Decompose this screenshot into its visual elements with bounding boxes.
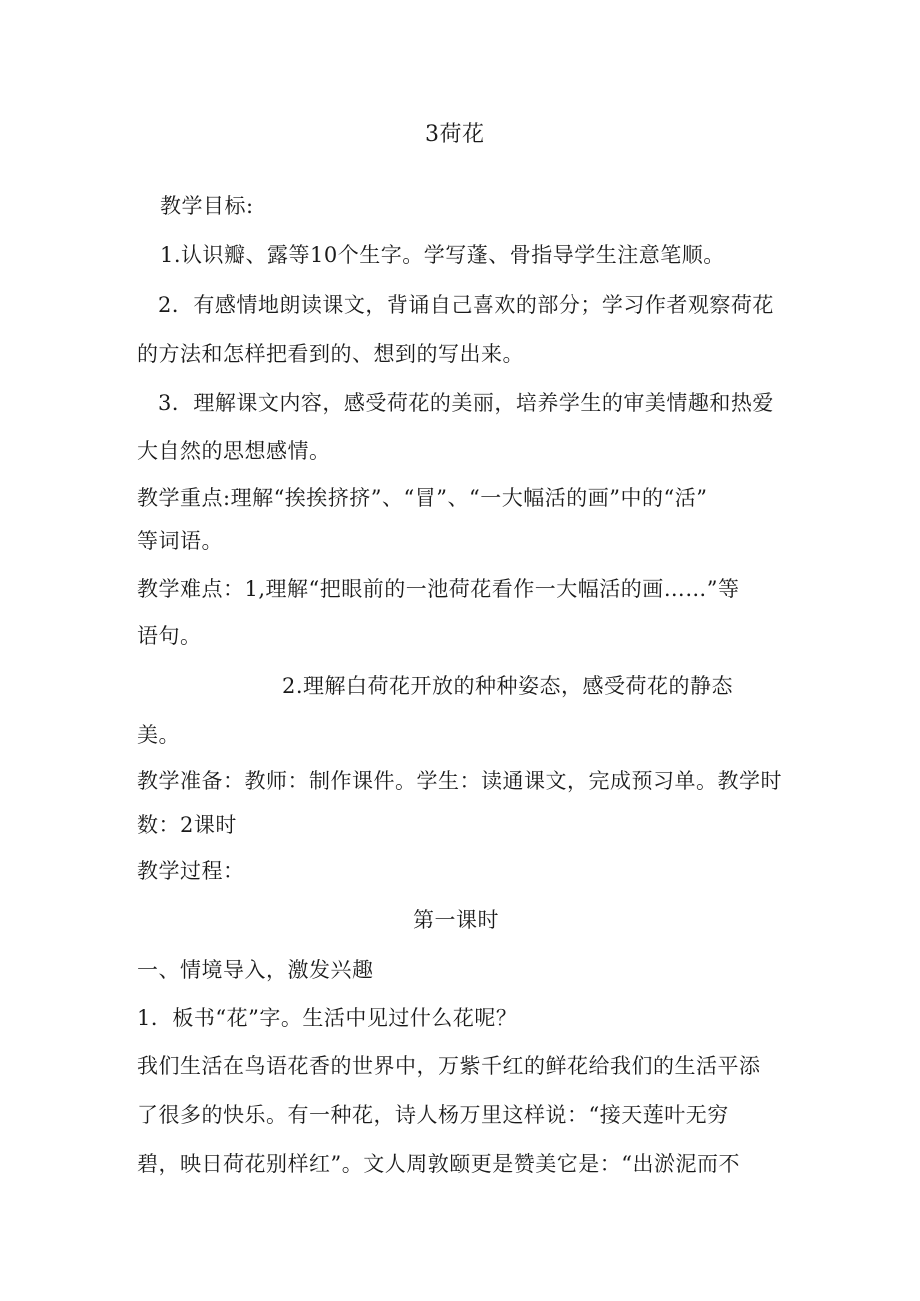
difficulty-2-line1: 2.理解白荷花开放的种种姿态，感受荷花的静态	[282, 674, 734, 698]
difficulty-line1: 教学难点：1,理解“把眼前的一池荷花看作一大幅活的画……”等	[137, 577, 740, 601]
document-title: 3荷花	[425, 122, 485, 147]
key-points-line2: 等词语。	[137, 529, 223, 553]
paragraph-line2: 了很多的快乐。有一种花，诗人杨万里这样说：“接天莲叶无穷	[137, 1103, 729, 1127]
objective-3-line2: 大自然的思想感情。	[137, 439, 331, 463]
key-points-line1: 教学重点:理解“挨挨挤挤”、“冒”、“一大幅活的画”中的“活”	[137, 486, 708, 510]
objective-2-line2: 的方法和怎样把看到的、想到的写出来。	[137, 342, 524, 366]
objective-2-line1: 2．有感情地朗读课文，背诵自己喜欢的部分；学习作者观察荷花	[158, 293, 774, 317]
objective-1: 1.认识瓣、露等10个生字。学写蓬、骨指导学生注意笔顺。	[160, 243, 725, 267]
difficulty-2-line2: 美。	[137, 723, 180, 747]
preparation-line1: 教学准备：教师：制作课件。学生：读通课文，完成预习单。教学时	[137, 769, 782, 793]
objectives-heading: 教学目标:	[160, 194, 254, 218]
preparation-line2: 数：2课时	[137, 813, 237, 837]
lesson-heading: 第一课时	[413, 908, 499, 932]
paragraph-line3: 碧，映日荷花别样红”。文人周敦颐更是赞美它是：“出淤泥而不	[137, 1152, 740, 1176]
section-1-heading: 一、情境导入，激发兴趣	[137, 958, 374, 982]
process-heading: 教学过程：	[137, 859, 245, 883]
difficulty-line2: 语句。	[137, 624, 202, 648]
step-1: 1．板书“花”字。生活中见过什么花呢？	[137, 1006, 518, 1030]
objective-3-line1: 3．理解课文内容，感受荷花的美丽，培养学生的审美情趣和热爱	[158, 391, 774, 415]
paragraph-line1: 我们生活在鸟语花香的世界中，万紫千红的鲜花给我们的生活平添	[137, 1054, 761, 1078]
